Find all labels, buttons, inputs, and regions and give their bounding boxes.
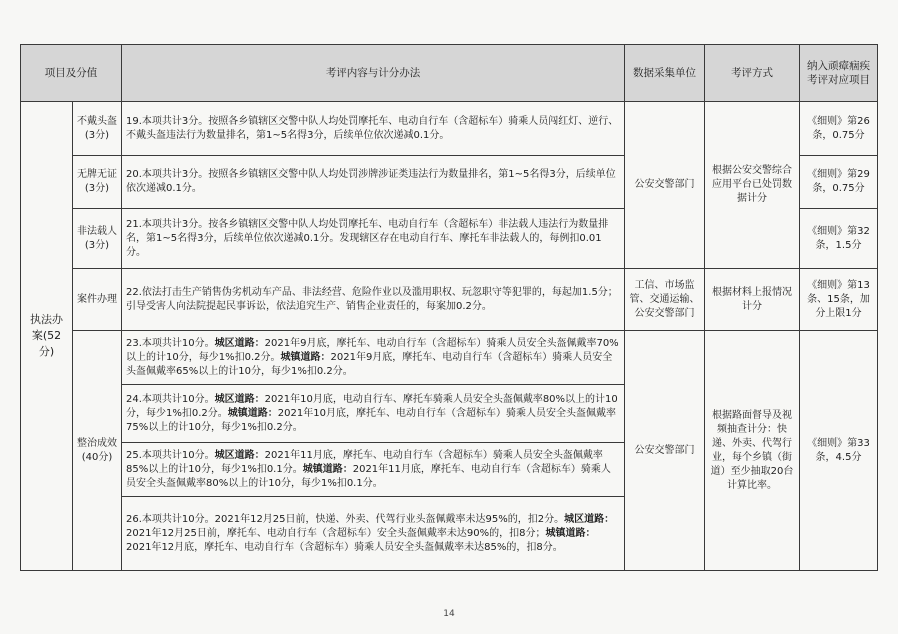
header-data-unit: 数据采集单位 [625, 45, 705, 102]
evaluation-table [20, 44, 878, 571]
subcategory-cell: 案件办理 [73, 269, 122, 331]
item-text: 本项共计10分。 [141, 393, 215, 405]
item-text: 2021年11月底，摩托车、电动自行车（含超标车）骑乘人员安全头盔佩戴率80%以上的计10分，每少1%扣0.1分。 [126, 463, 611, 489]
method-cell: 根据公安交警综合应用平台已处罚数据计分 [705, 102, 800, 269]
subcategory-cell: 非法载人(3分) [73, 209, 122, 269]
content-cell [122, 497, 625, 571]
subcategory-cell: 整治成效(40分) [73, 331, 122, 571]
town-road-label: 城镇道路： [545, 527, 596, 539]
town-road-label: 城镇道路： [227, 407, 278, 419]
urban-road-label: 城区道路： [564, 513, 615, 525]
urban-road-label: 城区道路： [214, 337, 265, 349]
header-content-method: 考评内容与计分办法 [122, 45, 625, 102]
item-text: 本项共计10分。 [141, 449, 215, 461]
item-text: 2021年11月底，摩托车、电动自行车（含超标车）骑乘人员安全头盔佩戴率85%以上的计10分，每少1%扣0.1分。 [126, 449, 603, 475]
item-text: 2021年9月底，摩托车、电动自行车（含超标车）骑乘人员安全头盔佩戴率70%以上的计10分，每少1%扣0.2分。 [126, 337, 619, 363]
table-row [21, 102, 878, 156]
item-text: 2021年9月底，摩托车、电动自行车（含超标车）骑乘人员安全头盔佩戴率65%以上的计10分，每少1%扣0.2分。 [126, 351, 613, 377]
content-cell [122, 385, 625, 443]
subcategory-cell: 无牌无证(3分) [73, 156, 122, 209]
table-row [21, 331, 878, 385]
item-text: 2021年10月底，摩托车、电动自行车（含超标车）骑乘人员安全头盔佩戴率75%以上的计10分，每少1%扣0.2分。 [126, 407, 616, 433]
method-cell: 根据路面督导及视频抽查计分：快递、外卖、代驾行业，每个乡镇（街道）至少抽取20台计算比率。 [705, 331, 800, 571]
content-cell: 21.本项共计3分。按各乡镇辖区交警中队人均处罚摩托车、电动自行车（含超标车）非法载人违法行为数量排名，第1~5名得3分，后续单位依次递减0.1分。发现辖区存在电动自行车、摩托车非法载人的，每例扣0.01分。 [122, 209, 625, 269]
item-number: 26. [126, 513, 142, 525]
header-item-score: 项目及分值 [21, 45, 122, 102]
method-cell: 根据材料上报情况计分 [705, 269, 800, 331]
content-cell [122, 331, 625, 385]
item-text: 2021年12月底，摩托车、电动自行车（含超标车）骑乘人员安全头盔佩戴率未达85%的，扣8分。 [126, 541, 563, 553]
ref-cell: 《细则》第29条，0.75分 [800, 156, 878, 209]
item-text: 本项共计10分。 [141, 337, 215, 349]
content-cell: 22.依法打击生产销售伪劣机动车产品、非法经营、危险作业以及滥用职权、玩忽职守等犯罪的，每起加1.5分；引导受害人向法院提起民事诉讼，依法追究生产、销售企业责任的，每案加0.2分。 [122, 269, 625, 331]
subcategory-cell: 不戴头盔(3分) [73, 102, 122, 156]
town-road-label: 城镇道路： [302, 463, 353, 475]
page-number: 14 [443, 609, 455, 619]
header-eval-method: 考评方式 [705, 45, 800, 102]
item-text: 本项共计10分。2021年12月25日前，快递、外卖、代驾行业头盔佩戴率未达95%的，扣2分。 [141, 513, 565, 525]
category-cell: 执法办案(52分) [21, 102, 73, 571]
unit-cell: 公安交警部门 [625, 331, 705, 571]
item-text: 2021年10月底，电动自行车、摩托车骑乘人员安全头盔佩戴率80%以上的计10分，每少1%扣0.2分。 [126, 393, 618, 419]
ref-cell: 《细则》第26条，0.75分 [800, 102, 878, 156]
table-row [21, 269, 878, 331]
ref-cell: 《细则》第33条，4.5分 [800, 331, 878, 571]
item-text: 2021年12月25日前，摩托车、电动自行车（含超标车）安全头盔佩戴率未达90%的，扣8分； [126, 527, 546, 539]
table-header-row [21, 45, 878, 102]
item-number: 23. [126, 337, 142, 349]
ref-cell: 《细则》第32条，1.5分 [800, 209, 878, 269]
header-included-items: 纳入顽瘴痼疾考评对应项目 [800, 45, 878, 102]
unit-cell: 工信、市场监管、交通运输、公安交警部门 [625, 269, 705, 331]
content-cell [122, 443, 625, 497]
unit-cell: 公安交警部门 [625, 102, 705, 269]
town-road-label: 城镇道路： [280, 351, 331, 363]
item-number: 24. [126, 393, 142, 405]
content-cell: 19.本项共计3分。按照各乡镇辖区交警中队人均处罚摩托车、电动自行车（含超标车）骑乘人员闯红灯、逆行、不戴头盔违法行为数量排名，第1~5名得3分，后续单位依次递减0.1分。 [122, 102, 625, 156]
content-cell: 20.本项共计3分。按照各乡镇辖区交警中队人均处罚涉牌涉证类违法行为数量排名，第1~5名得3分，后续单位依次递减0.1分。 [122, 156, 625, 209]
ref-cell: 《细则》第13条、15条，加分上限1分 [800, 269, 878, 331]
urban-road-label: 城区道路： [214, 449, 265, 461]
urban-road-label: 城区道路： [214, 393, 265, 405]
item-number: 25. [126, 449, 142, 461]
